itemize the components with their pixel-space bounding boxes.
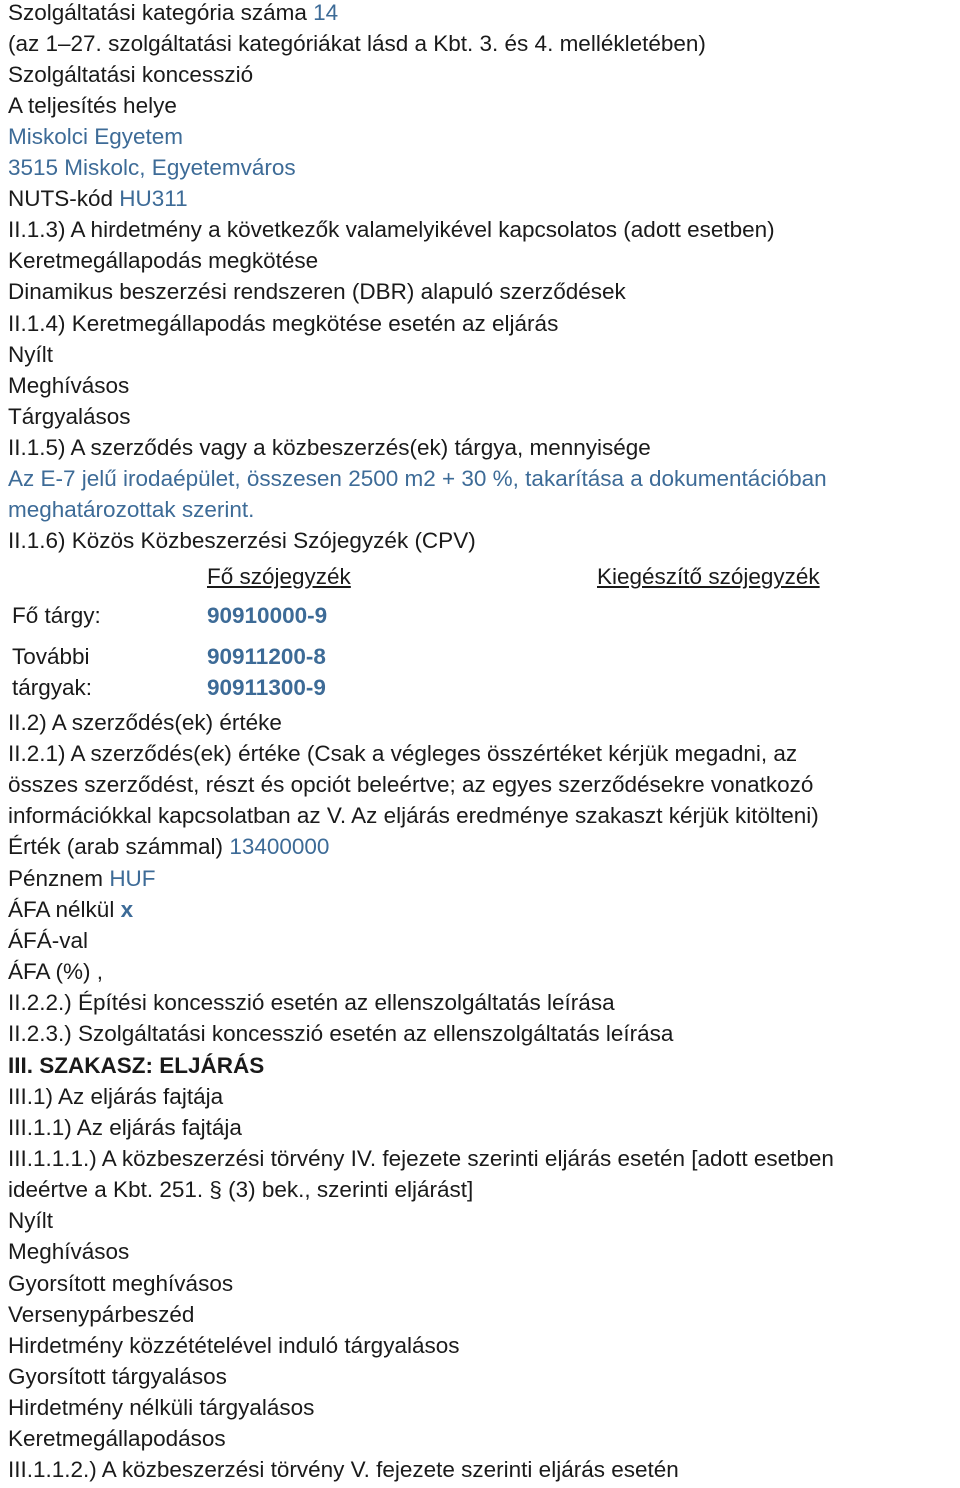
- vat-excluded-label: ÁFA nélkül: [8, 897, 121, 922]
- section-iii-1-1-heading: III.1.1) Az eljárás fajtája: [8, 1115, 242, 1140]
- section-iii-heading: III. SZAKASZ: ELJÁRÁS: [8, 1053, 265, 1078]
- section-ii-2-heading: II.2) A szerződés(ek) értéke: [8, 710, 282, 735]
- procedure-option: Hirdetmény közzétételével induló tárgyalásos: [8, 1333, 460, 1358]
- section-ii-1-4-heading: II.1.4) Keretmegállapodás megkötése esetén az eljárás: [8, 311, 559, 336]
- procedure-option: Keretmegállapodásos: [8, 1426, 226, 1451]
- section-ii-2-1-line-3: információkkal kapcsolatban az V. Az eljárás eredménye szakaszt kérjük kitölteni): [8, 803, 819, 828]
- service-category-label: Szolgáltatási kategória száma: [8, 0, 314, 25]
- amount-line: [8, 834, 329, 860]
- procedure-option: Versenypárbeszéd: [8, 1302, 195, 1327]
- section-ii-1-3-heading: II.1.3) A hirdetmény a következők valamelyikével kapcsolatos (adott esetben): [8, 217, 775, 242]
- amount-value: 13400000: [229, 834, 330, 859]
- dps-option: Dinamikus beszerzési rendszeren (DBR) alapuló szerződések: [8, 279, 626, 304]
- section-ii-2-2-heading: II.2.2.) Építési koncesszió esetén az ellenszolgáltatás leírása: [8, 990, 615, 1015]
- procedure-option: Nyílt: [8, 1208, 53, 1233]
- currency-label: Pénznem: [8, 866, 110, 891]
- negotiated-option: Tárgyalásos: [8, 404, 131, 429]
- section-ii-2-1-line-1: II.2.1) A szerződés(ek) értéke (Csak a végleges összértéket kérjük megadni, az: [8, 741, 798, 766]
- nuts-code-value: HU311: [119, 186, 188, 211]
- section-iii-1-1-1-line-2: ideértve a Kbt. 251. § (3) bek., szerinti eljárást]: [8, 1177, 474, 1202]
- place-name: Miskolci Egyetem: [8, 124, 184, 149]
- cpv-other-code-2: 90911300-9: [207, 675, 326, 700]
- section-iii-1-heading: III.1) Az eljárás fajtája: [8, 1084, 224, 1109]
- contract-subject-line-2: meghatározottak szerint.: [8, 497, 255, 522]
- section-ii-2-1-line-2: összes szerződést, részt és opciót beleértve; az egyes szerződésekre vonatkozó: [8, 772, 814, 797]
- cpv-main-code: 90910000-9: [207, 603, 328, 628]
- service-category-line: [8, 0, 338, 26]
- vat-percent-label: ÁFA (%) ,: [8, 959, 104, 984]
- currency-line: [8, 866, 156, 892]
- service-concession-label: Szolgáltatási koncesszió: [8, 62, 254, 87]
- procedure-option: Gyorsított tárgyalásos: [8, 1364, 227, 1389]
- procedure-option: Gyorsított meghívásos: [8, 1271, 234, 1296]
- section-ii-1-5-heading: II.1.5) A szerződés vagy a közbeszerzés(ek) tárgya, mennyisége: [8, 435, 651, 460]
- cpv-supplementary-header: Kiegészítő szójegyzék: [597, 564, 820, 589]
- cpv-main-header: Fő szójegyzék: [207, 564, 351, 589]
- section-ii-2-3-heading: II.2.3.) Szolgáltatási koncesszió esetén az ellenszolgáltatás leírása: [8, 1021, 674, 1046]
- amount-label: Érték (arab számmal): [8, 834, 230, 859]
- vat-excluded-mark: x: [120, 897, 134, 922]
- place-address: 3515 Miskolc, Egyetemváros: [8, 155, 296, 180]
- place-of-performance-label: A teljesítés helye: [8, 93, 177, 118]
- contract-subject-line-1: Az E-7 jelű irodaépület, összesen 2500 m2 + 30 %, takarítása a dokumentációban: [8, 466, 827, 491]
- service-category-value: 14: [313, 0, 339, 25]
- section-ii-1-6-heading: II.1.6) Közös Közbeszerzési Szójegyzék (CPV): [8, 528, 476, 553]
- cpv-other-label-2: tárgyak:: [12, 675, 93, 700]
- section-iii-1-1-1-line-1: III.1.1.1.) A közbeszerzési törvény IV. fejezete szerinti eljárás esetén [adott esetben: [8, 1146, 834, 1171]
- service-category-note: (az 1–27. szolgáltatási kategóriákat lásd a Kbt. 3. és 4. mellékletében): [8, 31, 706, 56]
- nuts-code-label: NUTS-kód: [8, 186, 120, 211]
- section-iii-1-1-2-heading: III.1.1.2.) A közbeszerzési törvény V. fejezete szerinti eljárás esetén: [8, 1457, 679, 1482]
- procedure-option: Hirdetmény nélküli tárgyalásos: [8, 1395, 315, 1420]
- vat-excluded-line: [8, 897, 133, 923]
- cpv-other-code-1: 90911200-8: [207, 644, 326, 669]
- restricted-option: Meghívásos: [8, 373, 130, 398]
- vat-included-label: ÁFÁ-val: [8, 928, 89, 953]
- framework-agreement-option: Keretmegállapodás megkötése: [8, 248, 319, 273]
- cpv-other-label-1: További: [12, 644, 90, 669]
- procedure-option: Meghívásos: [8, 1239, 130, 1264]
- open-option: Nyílt: [8, 342, 53, 367]
- nuts-code-line: [8, 186, 188, 212]
- currency-value: HUF: [109, 866, 156, 891]
- cpv-main-label: Fő tárgy:: [12, 603, 101, 628]
